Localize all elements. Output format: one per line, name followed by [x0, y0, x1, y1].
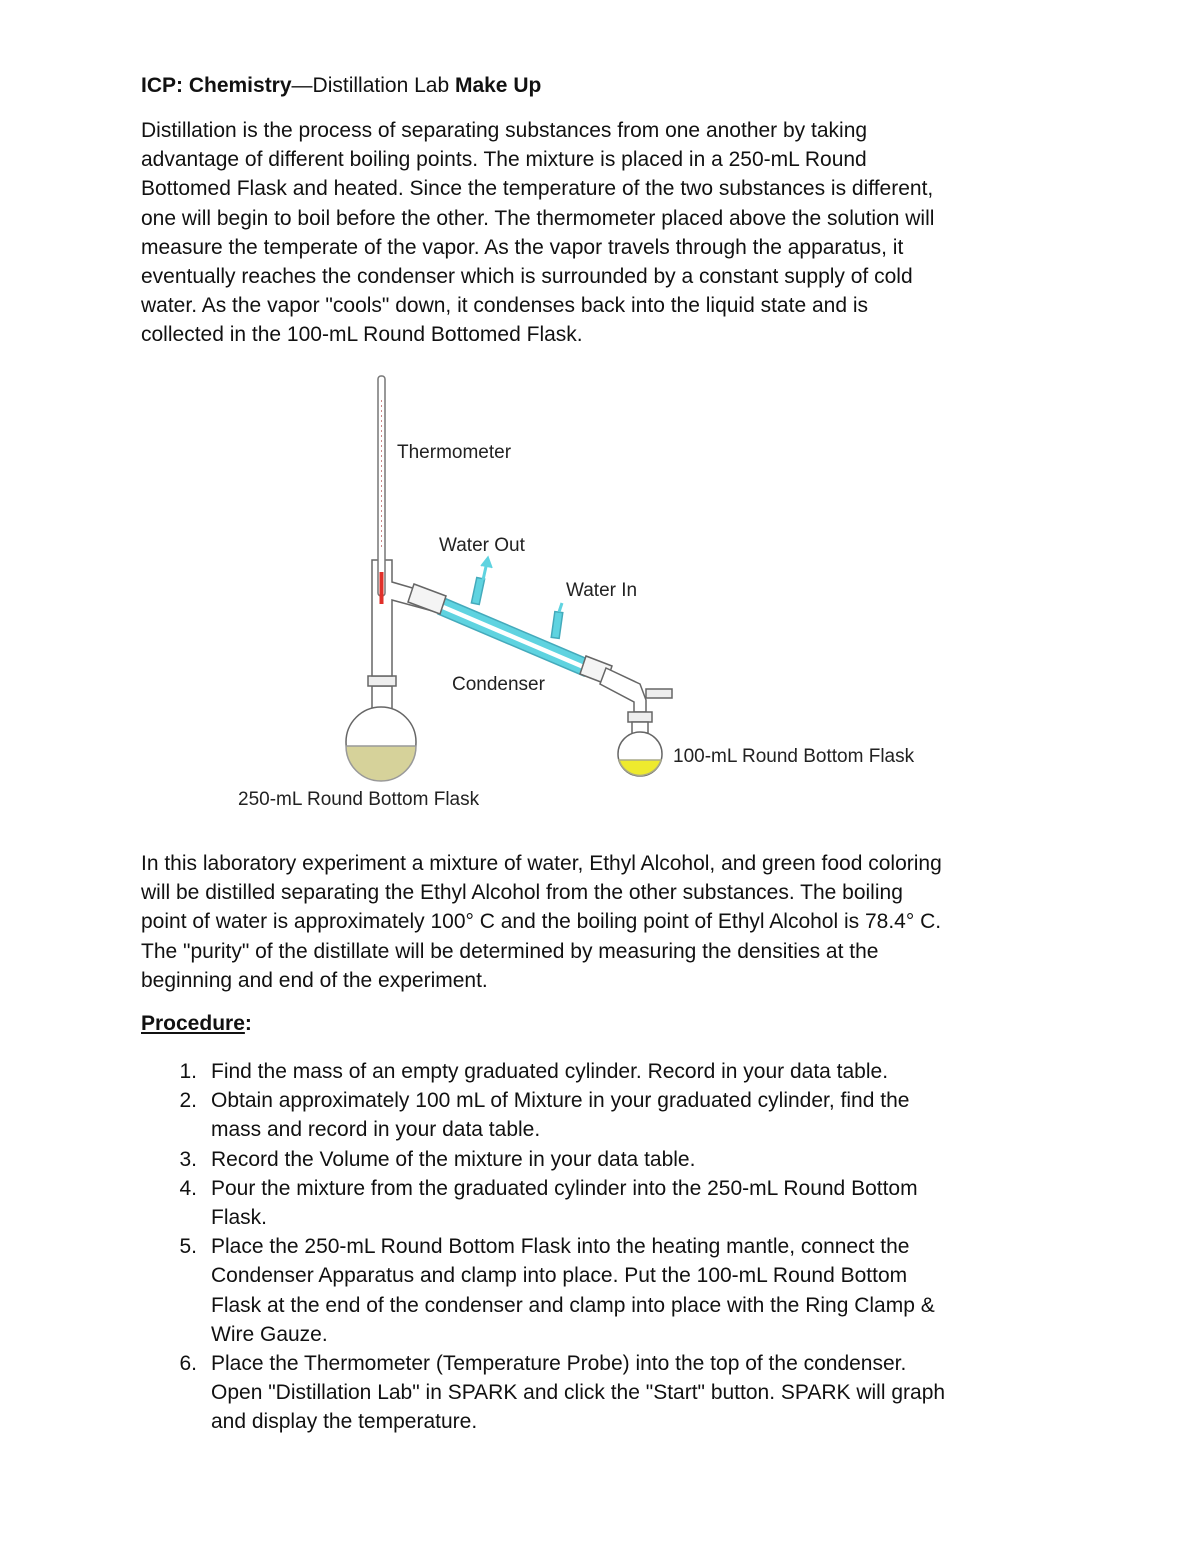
step-number: 6. — [179, 1352, 197, 1376]
step-number: 5. — [179, 1235, 197, 1259]
procedure-heading — [141, 1012, 252, 1036]
condenser — [408, 557, 612, 684]
label-thermometer: Thermometer — [397, 442, 512, 463]
label-water-in: Water In — [566, 580, 638, 601]
text-line: one will begin to boil before the other. The thermometer placed above the solution will — [141, 206, 935, 230]
text-line: measure the temperate of the vapor. As the vapor travels through the apparatus, it — [141, 235, 904, 259]
procedure-colon: : — [244, 1012, 252, 1035]
procedure-step — [141, 1349, 945, 1437]
text-line: In this laboratory experiment a mixture of water, Ethyl Alcohol, and green food coloring — [141, 852, 942, 875]
procedure-list — [141, 1057, 945, 1437]
label-small-flask: 100-mL Round Bottom Flask — [673, 746, 915, 767]
text-line: advantage of different boiling points. The mixture is placed in a 250-mL Round — [141, 148, 867, 172]
large-flask — [346, 676, 416, 781]
step-text-line: Wire Gauze. — [211, 1322, 328, 1346]
step-number: 3. — [179, 1147, 197, 1171]
step-text-line: Open "Distillation Lab" in SPARK and click the "Start" button. SPARK will graph — [211, 1381, 946, 1405]
step-text-line: Condenser Apparatus and clamp into place. Put the 100-mL Round Bottom — [211, 1264, 908, 1288]
label-large-flask: 250-mL Round Bottom Flask — [238, 789, 480, 810]
mixture-liquid — [346, 746, 416, 781]
text-line: will be distilled separating the Ethyl Alcohol from the other substances. The boiling — [141, 881, 903, 905]
procedure-step — [141, 1232, 945, 1349]
text-line: Bottomed Flask and heated. Since the temperature of the two substances is different, — [141, 177, 934, 201]
procedure-step — [141, 1145, 945, 1174]
procedure-step — [141, 1086, 945, 1144]
step-text-line: Flask. — [211, 1206, 268, 1230]
step-number: 1. — [179, 1060, 197, 1083]
text-line: point of water is approximately 100° C and the boiling point of Ethyl Alcohol is 78.4° C. — [141, 910, 942, 934]
procedure-heading-text: Procedure — [141, 1012, 245, 1035]
step-text-line: Find the mass of an empty graduated cylinder. Record in your data table. — [211, 1060, 889, 1083]
step-number: 4. — [179, 1176, 197, 1200]
step-text-line: Place the Thermometer (Temperature Probe) into the top of the condenser. — [211, 1352, 907, 1376]
step-text-line: Obtain approximately 100 mL of Mixture in your graduated cylinder, find the — [211, 1089, 910, 1113]
step-text-line: Place the 250-mL Round Bottom Flask into the heating mantle, connect the — [211, 1235, 910, 1259]
title-lab: —Distillation Lab — [291, 74, 455, 97]
text-line: Distillation is the process of separating substances from one another by taking — [141, 119, 868, 142]
mercury — [380, 572, 384, 604]
label-water-out: Water Out — [439, 535, 525, 556]
step-text-line: Record the Volume of the mixture in your data table. — [211, 1147, 696, 1171]
text-line: The "purity" of the distillate will be determined by measuring the densities at the — [141, 939, 879, 963]
adapter — [600, 668, 646, 712]
label-condenser: Condenser — [452, 674, 545, 695]
text-line: collected in the 100-mL Round Bottomed Flask. — [141, 323, 583, 347]
text-line: beginning and end of the experiment. — [141, 968, 488, 992]
experiment-paragraph — [141, 849, 942, 995]
step-number: 2. — [179, 1089, 197, 1113]
procedure-step — [141, 1174, 945, 1232]
step-text-line: Flask at the end of the condenser and clamp into place with the Ring Clamp & — [211, 1293, 935, 1317]
text-line: water. As the vapor "cools" down, it condenses back into the liquid state and is — [141, 294, 869, 318]
text-line: eventually reaches the condenser which is surrounded by a constant supply of cold — [141, 265, 913, 289]
step-text-line: and display the temperature. — [211, 1410, 478, 1434]
step-text-line: mass and record in your data table. — [211, 1118, 541, 1142]
title-course: ICP: Chemistry — [141, 74, 292, 97]
step-text-line: Pour the mixture from the graduated cylinder into the 250-mL Round Bottom — [211, 1176, 918, 1200]
title-makeup: Make Up — [454, 74, 542, 97]
procedure-step — [141, 1057, 945, 1086]
small-flask — [618, 712, 662, 776]
